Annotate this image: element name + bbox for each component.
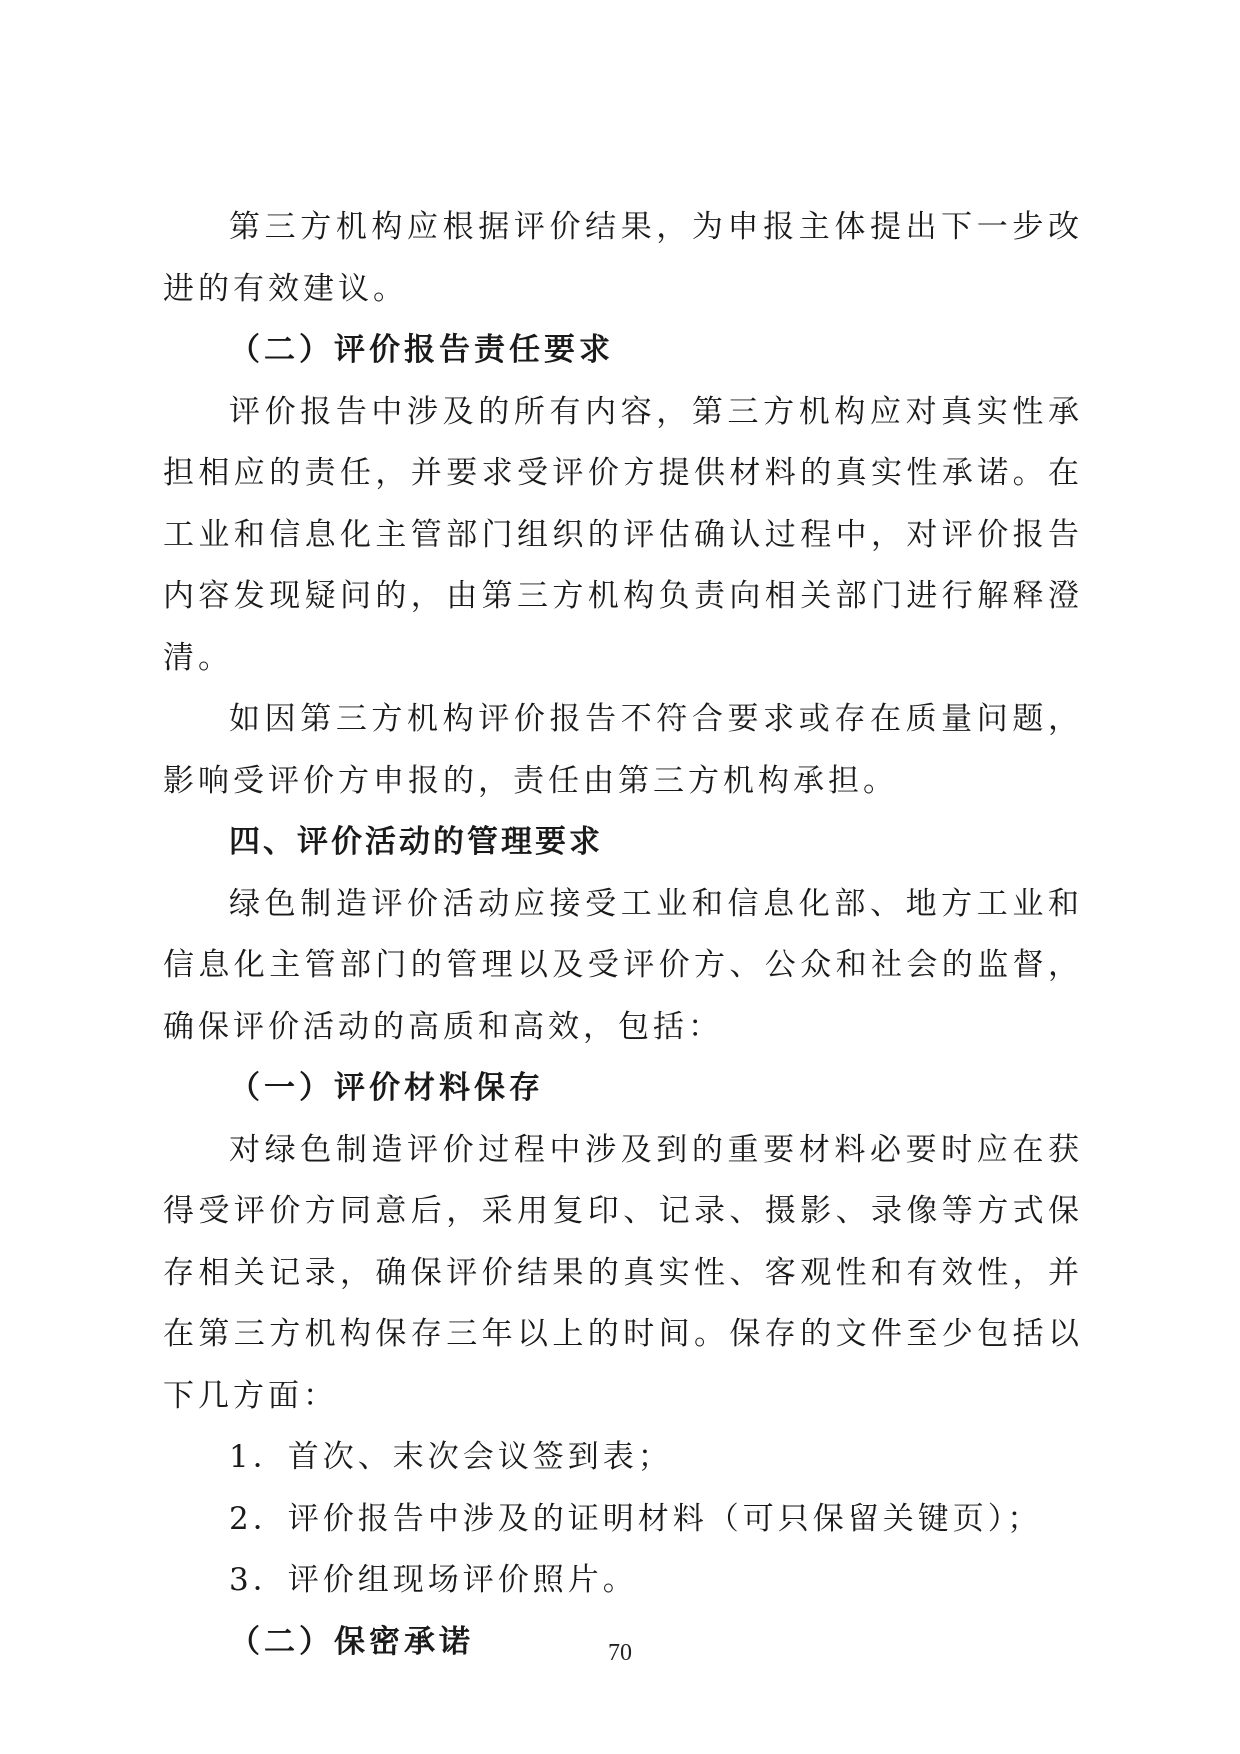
- list-item-site-photos: 3．评价组现场评价照片。: [229, 1562, 638, 1598]
- list-item-evidence-materials: 2．评价报告中涉及的证明材料（可只保留关键页）；: [229, 1500, 1043, 1537]
- paragraph-quality-liability: 如因第三方机构评价报告不符合要求或存在质量问题，影响受评价方申报的，责任由第三方机构承担。: [163, 701, 1083, 799]
- subheading-confidentiality: （二）保密承诺: [229, 1623, 474, 1660]
- subheading-report-responsibility: （二）评价报告责任要求: [229, 332, 614, 368]
- page-number: 70: [608, 1640, 632, 1666]
- paragraph-improvement-advice: 第三方机构应根据评价结果，为申报主体提出下一步改进的有效建议。: [163, 209, 1083, 307]
- paragraph-report-content-responsibility: 评价报告中涉及的所有内容，第三方机构应对真实性承担相应的责任，并要求受评价方提供材料的真实性承诺。在工业和信息化主管部门组织的评估确认过程中，对评价报告内容发现疑问的，由第三方机构负责向相关部门进行解释澄清。: [163, 393, 1083, 676]
- subheading-material-storage: （一）评价材料保存: [229, 1070, 544, 1106]
- paragraph-supervision: 绿色制造评价活动应接受工业和信息化部、地方工业和信息化主管部门的管理以及受评价方、公众和社会的监督，确保评价活动的高质和高效，包括：: [163, 885, 1083, 1045]
- list-item-sign-in-sheet: 1．首次、末次会议签到表；: [229, 1439, 673, 1475]
- page-body: [163, 197, 1083, 1673]
- section-heading-management-requirements: 四、评价活动的管理要求: [229, 824, 603, 860]
- paragraph-material-storage: 对绿色制造评价过程中涉及到的重要材料必要时应在获得受评价方同意后，采用复印、记录、摄影、录像等方式保存相关记录，确保评价结果的真实性、客观性和有效性，并在第三方机构保存三年以上的时间。保存的文件至少包括以下几方面：: [163, 1131, 1083, 1414]
